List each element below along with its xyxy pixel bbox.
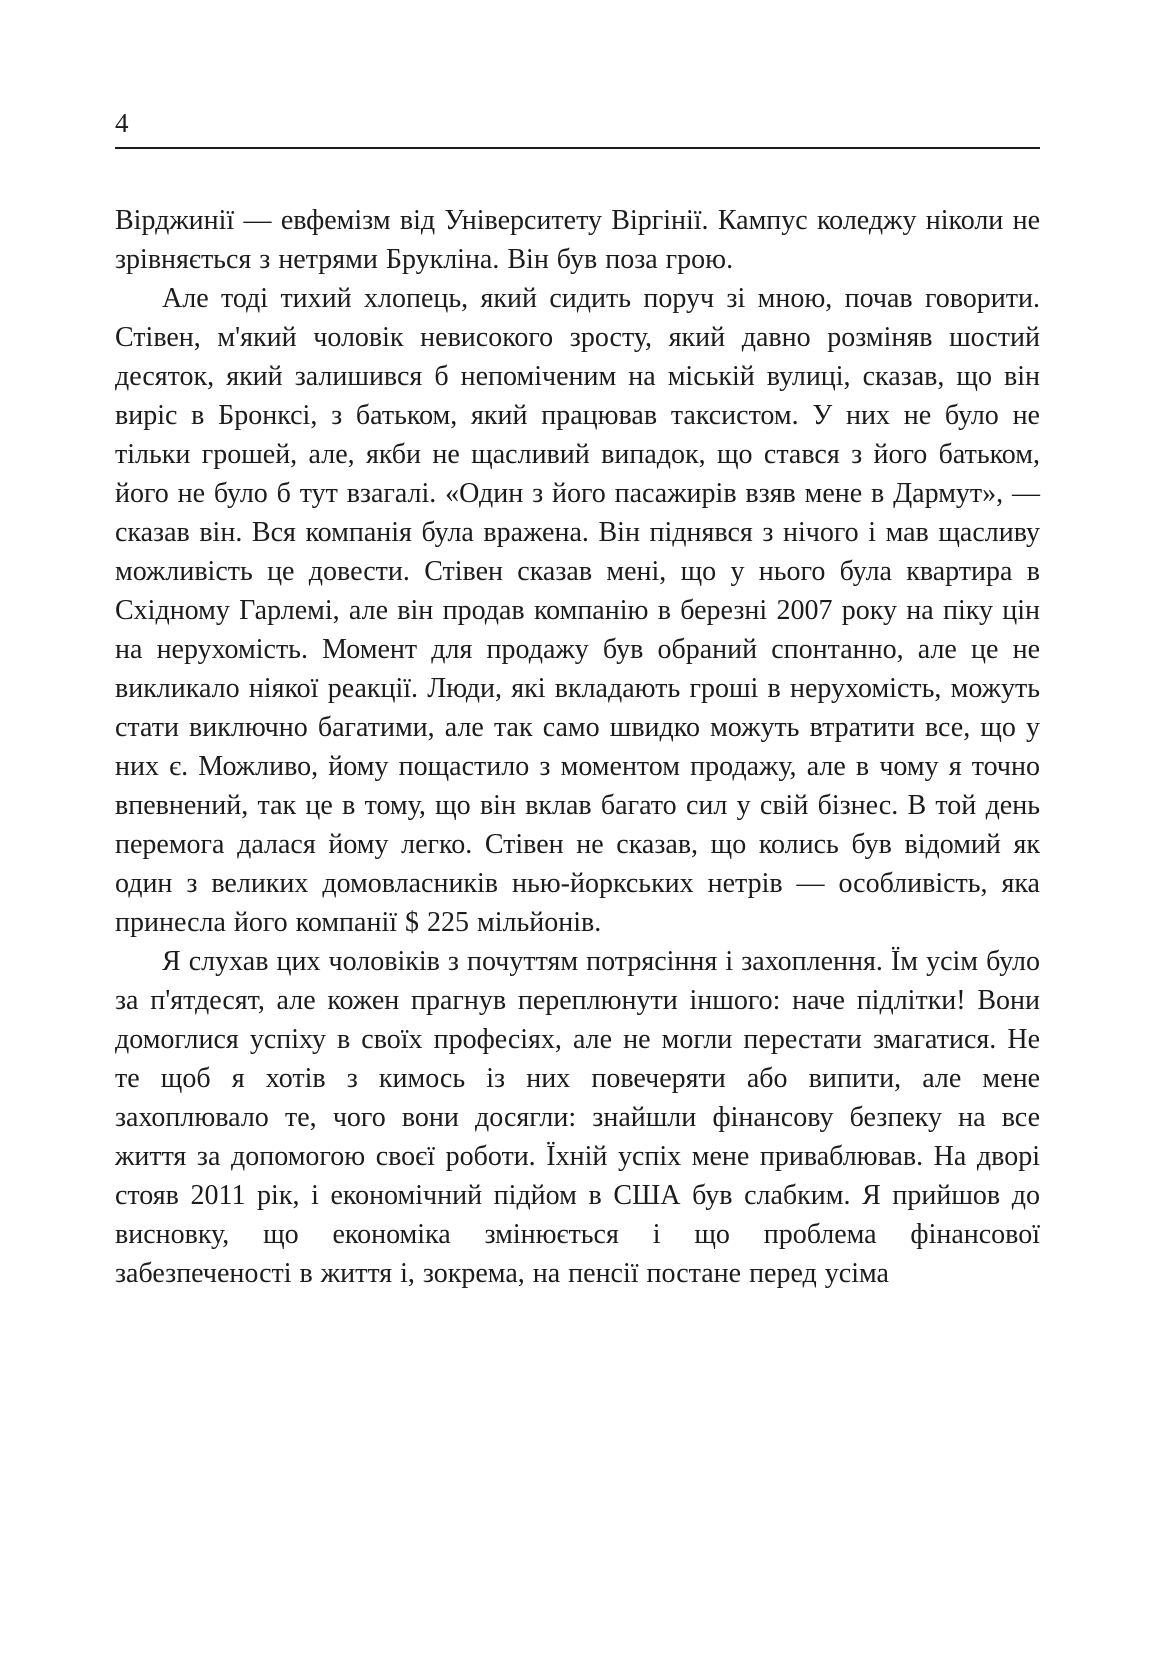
page-number: 4 [115,108,129,138]
page-body [115,201,1040,1293]
page-header [115,110,1040,149]
paragraph: Але тоді тихий хлопець, який сидить поруч зі мною, почав говорити. Стівен, м'який чоловік невисокого зросту, який давно розміняв шостий десяток, який залишився б непоміченим на міській вулиці, сказав, що він виріс в Бронксі, з батьком, який працював таксистом. У них не було не тільки грошей, але, якби не щасливий випадок, що стався з його батьком, його не було б тут взагалі. «Один з його пасажирів взяв мене в Дармут», — сказав він. Вся компанія була вражена. Він піднявся з нічого і мав щасливу можливість це довести. Стівен сказав мені, що у нього була квартира в Східному Гарлемі, але він продав компанію в березні 2007 року на піку цін на нерухомість. Момент для продажу був обраний спонтанно, але це не викликало ніякої реакції. Люди, які вкладають гроші в нерухомість, можуть стати виключно багатими, але так само швидко можуть втратити все, що у них є. Можливо, йому пощастило з моментом продажу, але в чому я точно впевнений, так це в тому, що він вклав багато сил у свій бізнес. В той день перемога далася йому легко. Стівен не сказав, що колись був відомий як один з великих домовласників нью-йоркських нетрів — особливість, яка принесла його компанії $ 225 мільйонів. [115,283,1040,938]
header-rule [115,147,1040,149]
paragraph-continuation: Вірджинії — евфемізм від Університету Віргінії. Кампус коледжу ніколи не зрівняється з нетрями Брукліна. Він був поза грою. [115,205,1040,275]
paragraph: Я слухав цих чоловіків з почуттям потрясіння і захоплення. Їм усім було за п'ятдесят, але кожен прагнув переплюнути іншого: наче підлітки! Вони домоглися успіху в своїх професіях, але не могли перестати змагатися. Не те щоб я хотів з кимось із них повечеряти або випити, але мене захоплювало те, чого вони досягли: знайшли фінансову безпеку на все життя за допомогою своєї роботи. Їхній успіх мене приваблював. На дворі стояв 2011 рік, і економічний підйом в США був слабким. Я прийшов до висновку, що економіка змінюється і що проблема фінансової забезпеченості в життя і, зокрема, на пенсії постане перед усіма [115,946,1040,1289]
